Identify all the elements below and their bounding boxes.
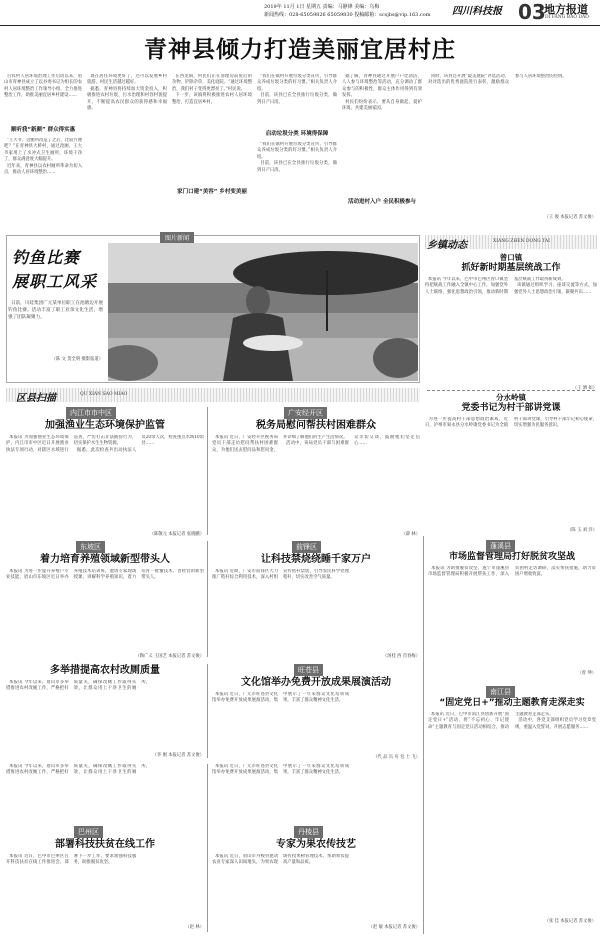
right2-tag: 南江县: [486, 686, 515, 698]
county-vrule-3: [207, 664, 208, 758]
county-article-8: [212, 826, 420, 934]
contact-line: 新闻热线：028-65059826 65059830 投稿邮箱：scsjbs@vip.163.com: [264, 12, 431, 18]
town-section-header: [425, 235, 597, 249]
county4-byline: （汤桂 西 肖春梅）: [382, 654, 420, 659]
town2-name: 分水岭镇: [496, 393, 526, 402]
lead-col1-text: 目农村人居环境治理工作启动以来，眉山市青神县成立了以县委书记为组长的农村人居环境整治工作领导小组，全力推进整治工作，助推美丽宜居乡村建设……: [4, 74, 82, 99]
right2-text: 本报讯 近日，巴中市南江县创新开展“固定党日+”活动，将“不忘初心、牢记使命”主题教育与固定党日活动相结合，推动主题教育走深走实。 活动中，各党支部组织党员学习党章党规，重温入党誓词，开展志愿服务……: [428, 712, 596, 730]
masthead: [0, 0, 600, 28]
right1-tag: 蓬溪县: [486, 540, 515, 552]
county-vrule-1: [207, 407, 208, 535]
photo-news-tag: 图片新闻: [160, 232, 194, 243]
lead-col-5: [342, 74, 422, 230]
right1-byline: （曾 坤）: [577, 671, 596, 676]
right1-headline: 市场监督管理局打好脱贫攻坚战: [448, 552, 575, 562]
photo-caption: 日前，川硅集团广元某单位职工在池塘边开展钓鱼比赛。活动丰富了职工业余文化生活，增强了团队凝聚力。: [8, 301, 103, 320]
lead-col-3: [172, 74, 252, 230]
county1-byline: （陈敬元 本报记者 张晓鹏）: [149, 532, 204, 537]
paper-name: 四川科技报: [452, 6, 502, 17]
county8-text: 本报讯 近日，眉山市丹棱县邀请农业专家深入田间地头，为果农现场传授果树管理技术，帮助果农提高产量和品质。: [212, 854, 349, 866]
town2-text: 为进一步提高村干部思想政治素质，近日，泸州市叙永县分水岭镇党委书记为全镇村干部讲党课，引导村干部牢记初心使命，切实增强为民服务意识。: [425, 417, 597, 429]
county-filler: [6, 764, 204, 822]
town-story-2: [425, 393, 597, 533]
lead-col-1: [4, 74, 82, 230]
lead-col5-text: 据了解，青神县通过开展户户比清洁、人人参与环境整治等活动，充分调动了群众参与的积极性，群众主体作用得到有效发挥。 村民们纷纷表示，要从自身做起，爱护环境，共建美丽家园。: [342, 74, 422, 112]
town-divider: [427, 390, 595, 391]
county4-text: 本报讯 近期，广安市前锋区大力推广秸秆综合利用技术，深入村组宣传秸秆禁烧，引导农民科学处理秸秆，切实改善空气质量。: [212, 569, 349, 581]
county6-byline: （代 品 冯 舟 包 士 飞）: [373, 755, 420, 760]
county5-text: 本报讯 今年以来，眉山市多举措推进农村改厕工作，严格把好质量关，确保改厕工作取得实效，让群众用上干净卫生的厕所。: [6, 680, 150, 692]
town1-name: 曾口镇: [499, 253, 523, 262]
lead-subhead-4: 活动进村入户 全民积极参与: [348, 199, 416, 205]
county6-headline: 文化馆举办免费开放成果展演活动: [241, 677, 391, 688]
county-vrule-2: [207, 541, 208, 657]
lead-col4b-text: “我们在镇村开展垃圾分类宣传，引导群众养成垃圾分类的好习惯。”相关负责人介绍。 目前，该县已在全县推行垃圾分类，做到日产日清。: [257, 142, 337, 173]
county-section-header: [6, 388, 420, 402]
county-section-label: 区县扫描: [16, 393, 56, 404]
county1-text: 本报讯 为加强渔业生态环境保护，内江市市中区近日开展渔业执法专项行动，对辖区水域进行巡查，严厉打击非法捕捞行为，切实保护水生生物资源。 据悉，此次检查共出动执法人员20余人次，检查重点水域10余处……: [6, 435, 204, 453]
right-col-rule: [423, 536, 424, 934]
county3-byline: （陶广义 王国艺 本报记者 苏文俊）: [135, 654, 204, 659]
county2-headline: 税务局慰问帮扶村困难群众: [256, 420, 376, 431]
right1-text: 本报讯 为助推脱贫攻坚，遂宁市蓬溪县市场监督管理局积极开展帮扶工作，深入贫困村走访调研，落实帮扶措施，助力贫困户增收致富。: [428, 566, 596, 578]
county5-byline: （李 刚 本报记者 苏文俊）: [152, 753, 204, 758]
lead-subhead-2: 家门口建“美容” 乡村变美丽: [177, 189, 247, 195]
page-number: 03: [518, 0, 546, 24]
county5-headline: 多举措提高农村改厕质量: [50, 665, 160, 676]
county2-byline: （薛 林）: [401, 532, 420, 537]
lead-col4-text: “我们在镇村开展垃圾分类宣传，引导群众养成垃圾分类的好习惯。”相关负责人介绍。 目前，该县已在全县推行垃圾分类，做到日产日清。: [257, 74, 337, 105]
county8-tag: 丹棱县: [294, 826, 323, 838]
fishing-photo: [108, 243, 418, 381]
county-article-4: [212, 541, 420, 659]
right2-headline: “固定党日+”推动主题教育走深走实: [439, 698, 585, 708]
page-title-pinyin: DI FANG BAO DAO: [545, 15, 589, 20]
date-line: 2019年 11月 1日 星期五 责编：马静锋 美编：乌梅: [264, 4, 380, 10]
lead-byline: （王 俊 本报记者 苏文俊）: [544, 215, 596, 220]
county7-headline: 部署科技扶贫在线工作: [55, 839, 155, 850]
county8-byline: （赵 敏 本报记者 苏文俊）: [368, 925, 420, 930]
lead-col2-text: 现在居住环境更好了，还可以发展乡村旅游，村民生活越过越好。 据悉，青神县将持续加大资金投入，积极推进农村垃圾、污水治理和村容村貌提升，不断提高农民群众的获得感和幸福感。: [87, 74, 167, 112]
town-section-pinyin: XIANG ZHEN DONG TAI: [493, 239, 550, 244]
county-article-1: [6, 407, 204, 537]
page-title: 地方报道: [544, 3, 588, 16]
right-article-1: [428, 540, 596, 680]
photo-caption-box: [8, 246, 103, 378]
calligraphy-title: 钓鱼比赛 展职工风采: [12, 248, 98, 291]
county-article-6: [212, 664, 420, 760]
town1-text: 本报讯 今年以来，巴中市巴州区曾口镇坚持把统战工作融入全镇中心工作，加强党外人士联络，强化思想政治引领，推动新时期基层统战工作取得新成效。 该镇通过组织学习、座谈交流等方式，加强党外人士思想政治引领，凝聚共识……: [425, 277, 597, 295]
lead-col3-text: 在西龙镇，村民们正在清理房前屋后的杂物，铲除杂草，美化庭院。“通过环境整治，我们村子变得更漂亮了。”村民说。 下一步，该镇将积极推进农村人居环境整治，打造宜居乡村。: [172, 74, 252, 105]
photo-caption-byline: （陈 文 贺全明 摄影报道）: [51, 357, 103, 362]
town1-byline: （王 洒 如）: [572, 386, 597, 391]
county2-tag: 广安经开区: [284, 407, 327, 419]
county-filler-text-2: 本报讯 近日，广元市旺苍县文化馆举办免费开放成果展演活动，集中展示了一年来群众文化培训成果，丰富了群众精神文化生活。: [212, 764, 349, 776]
county2-text: 本报讯 近日，广安经开区税务局党员干部走访慰问帮扶村困难群众，为他们送去慰问品和慰问金，并详细了解他们的生产生活情况。 活动中，该局党员干部与困难群众亲切交谈，鼓励他们坚定信心……: [212, 435, 420, 453]
county3-text: 本报讯 为进一步提升养殖户专业技能，眉山市东坡区近日举办养殖技术培训班，邀请专家现场授课，讲解科学养殖知识，着力培育一批懂技术、善经营的新型带头人。: [6, 569, 204, 581]
county-article-2: [212, 407, 420, 537]
town-section-label: 乡镇动态: [427, 240, 467, 251]
county-filler-2: [212, 764, 420, 822]
county6-text: 本报讯 近日，广元市旺苍县文化馆举办免费开放成果展演活动，集中展示了一年来群众文化培训成果，丰富了群众精神文化生活。: [212, 692, 349, 704]
right-article-2: [428, 686, 596, 934]
county-article-5: [6, 664, 204, 760]
county-section-pinyin: QU XIAN SAO MIAO: [80, 392, 128, 397]
county4-tag: 前锋区: [292, 541, 321, 553]
county-article-3: [6, 541, 204, 659]
lead-headline: 青神县倾力打造美丽宜居村庄: [144, 37, 456, 63]
county-header-strip: [6, 388, 420, 402]
county7-tag: 巴州区: [74, 826, 103, 838]
county6-tag: 旺苍县: [294, 664, 323, 676]
lead-subhead-3: 启动垃圾分类 环境得保障: [265, 131, 329, 137]
county8-headline: 专家为果农传技艺: [276, 839, 356, 850]
county7-text: 本报讯 近日，巴中市巴州区召开科技扶贫在线工作推进会，部署下一步工作，要求加强科技服务，助推脱贫攻坚。: [6, 854, 137, 866]
lead-col6-text: 同时，该县还开展“最美庭院”评选活动，对评选出的优秀庭院进行表彰，激励群众参与人居环境整治的热情。: [428, 74, 567, 86]
county1-tag: 内江市市中区: [66, 407, 116, 419]
county4-headline: 让科技禁烧绕睡千家万户: [261, 554, 371, 565]
lead-col-2: [87, 74, 167, 230]
lead-subhead-1: 顺听我“新颜” 群众得实惠: [10, 127, 76, 133]
town1-headline: 抓好新时期基层统战工作: [461, 263, 561, 273]
county3-headline: 着力培育养殖领域新型带头人: [40, 554, 170, 565]
lead-col1b-text: “王大爷，这厕所改造了之后，比较方便吧？”在青神县大桥村，通过改厕，王大爷家用上了水冲式卫生厕所，环境干净了，群众满意度大幅提升。 近年来，青神县以农村厕所革命为切入点，推动人居环境整治……: [4, 138, 82, 176]
county-filler-text: 本报讯 今年以来，眉山市多举措推进农村改厕工作，严格把好质量关，确保改厕工作取得实效，让群众用上干净卫生的厕所。: [6, 764, 150, 776]
county3-tag: 东坡区: [76, 541, 105, 553]
county1-headline: 加强渔业生态环境保护监管: [45, 420, 165, 431]
county7-byline: （赵 林）: [185, 925, 204, 930]
county-article-7: [6, 826, 204, 934]
county-vrule-4: [207, 764, 208, 932]
town2-byline: （陈 玉 刘 洋）: [567, 528, 597, 533]
masthead-rule: [0, 25, 600, 26]
right2-byline: （张 佳 本报记者 苏文俊）: [544, 919, 596, 924]
lead-col-6: [428, 74, 596, 230]
town-story-1: [425, 253, 597, 391]
town2-headline: 党委书记为村干部讲党课: [461, 403, 561, 413]
lead-col-4: [257, 74, 337, 230]
